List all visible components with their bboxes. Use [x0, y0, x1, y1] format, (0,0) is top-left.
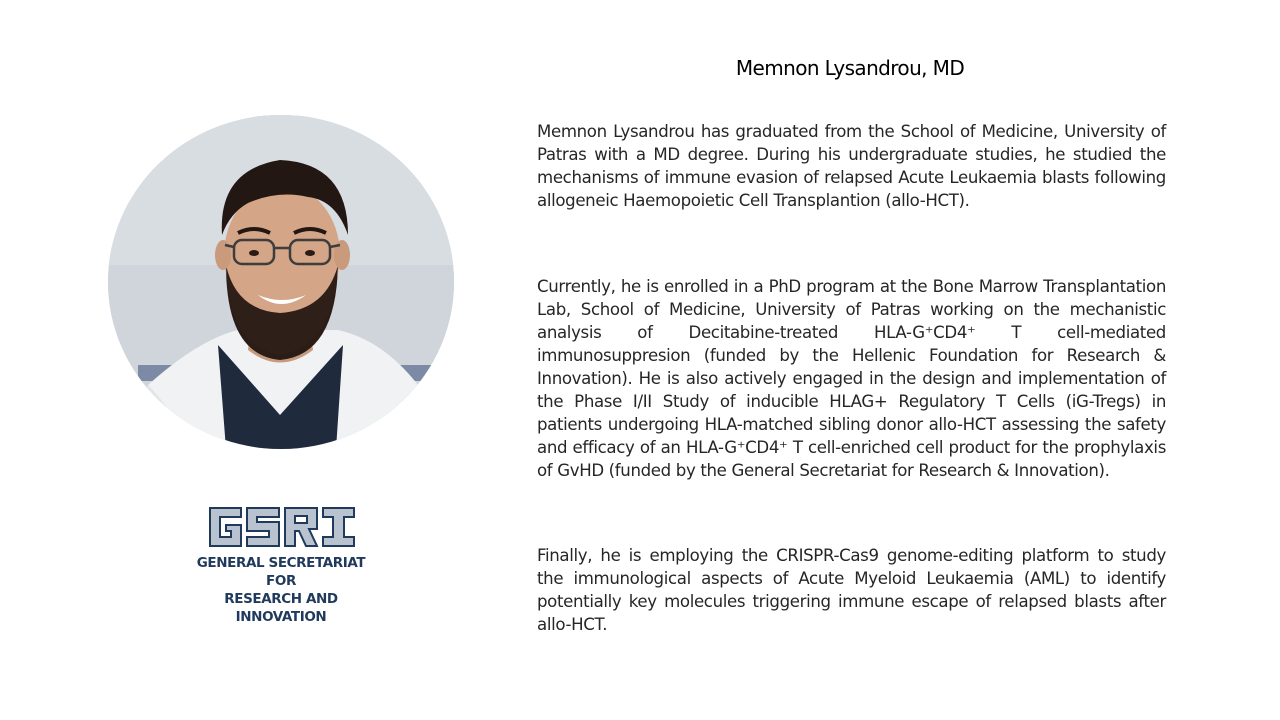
bio-paragraph-crispr-research: Finally, he is employing the CRISPR-Cas9 genome-editing platform to study the immunological aspects of Acute Myeloid Leukaemia (AML) to identify potentially key molecules triggering immune escape of relapsed blasts after allo-HCT.: [537, 546, 1166, 634]
gsri-logo-mark: [207, 505, 357, 549]
bio-paragraph-current-research: Currently, he is enrolled in a PhD program at the Bone Marrow Transplantation Lab, School of Medicine, University of Patras working on the mechanistic analysis of Decitabine-treated HLA-G⁺CD4⁺ T cell-mediated immunosuppresion (funded by the Hellenic Foundation for Research & Innovation). He is also actively engaged in the design and implementation of the Phase I/II Study of inducible HLAG+ Regulatory T Cells (iG-Tregs) in patients undergoing HLA-matched sibling donor allo-HCT assessing the safety and efficacy of an HLA-G⁺CD4⁺ T cell-enriched cell product for the prophylaxis of GvHD (funded by the General Secretariat for Research & Innovation).: [537, 277, 1166, 480]
gsri-logo-text: [180, 554, 382, 626]
portrait-photo: [108, 115, 454, 449]
slide-title: Memnon Lysandrou, MD: [735, 56, 965, 80]
gsri-logo-line-2: RESEARCH AND INNOVATION: [224, 591, 338, 625]
portrait-illustration: [108, 115, 454, 449]
bio-paragraph-education: Memnon Lysandrou has graduated from the School of Medicine, University of Patras with a MD degree. During his undergraduate studies, he studied the mechanisms of immune evasion of relapsed Acute Leukaemia blasts following allogeneic Haemopoietic Cell Transplantion (allo-HCT).: [537, 122, 1166, 210]
gsri-logo-line-1: GENERAL SECRETARIAT FOR: [196, 555, 366, 589]
gsri-logo: [180, 505, 382, 625]
